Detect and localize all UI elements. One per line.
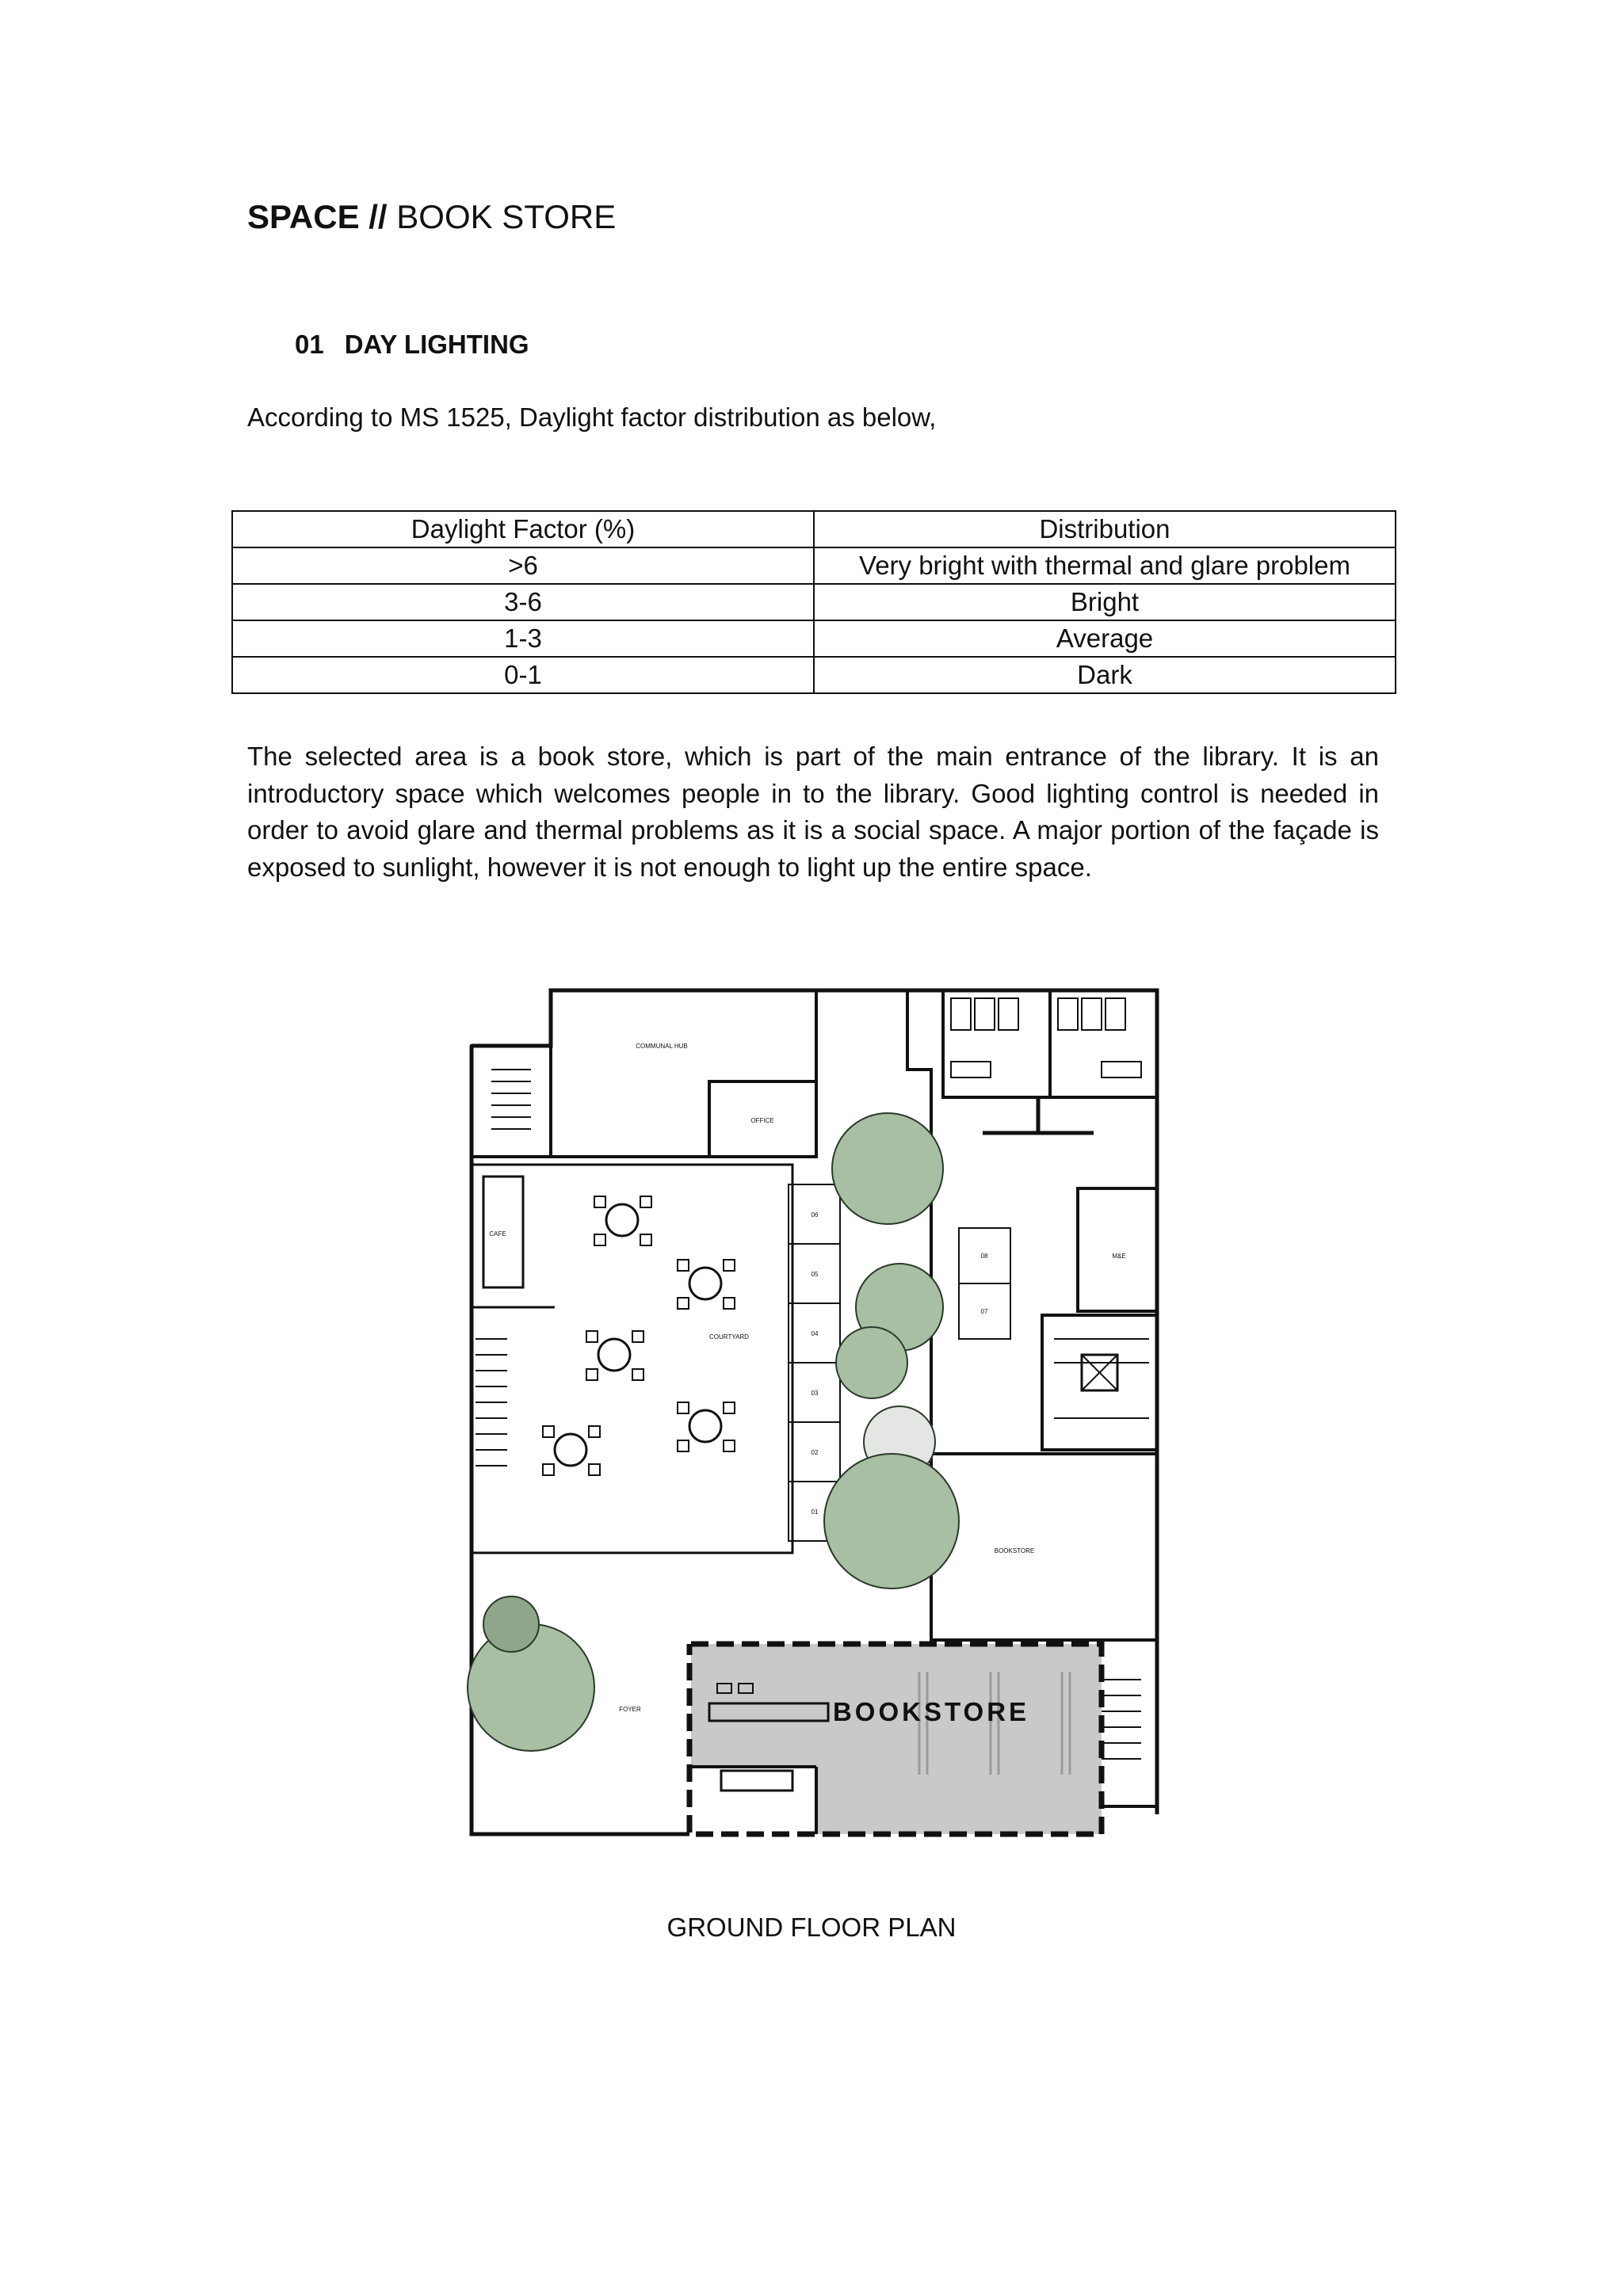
plan-label-room: 01 [811, 1508, 819, 1516]
plan-label-cafe: CAFE [489, 1230, 506, 1238]
table-cell: Dark [814, 657, 1396, 693]
plan-room-communal-hub [551, 990, 816, 1157]
table-cell: 1-3 [232, 620, 814, 657]
table-row [232, 620, 1396, 657]
plan-label-communal-hub: COMMUNAL HUB [636, 1043, 688, 1050]
page-title-prefix: SPACE // [247, 198, 388, 235]
plan-lift-core [1042, 1315, 1157, 1450]
plan-label-room: 08 [980, 1253, 988, 1260]
table-cell: 0-1 [232, 657, 814, 693]
plan-room-mne [1078, 1188, 1157, 1311]
plan-label-room: 05 [811, 1271, 819, 1278]
plan-label-room: 02 [811, 1449, 819, 1456]
plan-room-bookstore-small [931, 1454, 1157, 1640]
section-number: 01 [295, 330, 324, 359]
plan-label-office: OFFICE [750, 1117, 774, 1124]
table-header-row [232, 511, 1396, 547]
table-cell: >6 [232, 547, 814, 584]
page-title [247, 198, 616, 236]
ground-floor-plan [460, 974, 1173, 1870]
table-cell: Very bright with thermal and glare problem [814, 547, 1396, 584]
table-cell: 3-6 [232, 584, 814, 620]
intro-text: According to MS 1525, Daylight factor distribution as below, [247, 402, 937, 432]
figure-caption: GROUND FLOOR PLAN [666, 1913, 957, 1942]
plan-toilet-fixtures [951, 998, 1141, 1077]
description-paragraph: The selected area is a book store, which is part of the main entrance of the library. It is an introductory space which welcomes people in to the library. Good lighting control is needed in order to avoid glare and thermal problems as it is a social space. A major portion of the façade is exposed to sunlight, however it is not enough to light up the entire space. [247, 742, 1379, 882]
section-title: DAY LIGHTING [344, 330, 529, 359]
plan-stair-top-left [472, 1046, 551, 1157]
table-header-cell: Daylight Factor (%) [232, 511, 814, 547]
section-heading [295, 330, 529, 360]
plan-label-room: 06 [811, 1211, 819, 1219]
table-cell: Average [814, 620, 1396, 657]
plan-label-bookstore-small: BOOKSTORE [994, 1547, 1035, 1554]
page-title-text: BOOK STORE [396, 198, 617, 235]
plan-label-courtyard: COURTYARD [709, 1333, 749, 1341]
plan-label-mne: M&E [1112, 1253, 1126, 1260]
table-cell: Bright [814, 584, 1396, 620]
plan-label-room: 07 [980, 1308, 988, 1315]
table-row [232, 584, 1396, 620]
plan-label-foyer: FOYER [619, 1706, 641, 1713]
table-row [232, 657, 1396, 693]
plan-label-room: 04 [811, 1330, 819, 1337]
table-row [232, 547, 1396, 584]
daylight-factor-table [231, 510, 1396, 694]
plan-label-room: 03 [811, 1390, 819, 1397]
plan-bookstore-highlight [689, 1644, 1102, 1834]
table-header-cell: Distribution [814, 511, 1396, 547]
plan-label-bookstore: BOOKSTORE [832, 1697, 1030, 1726]
